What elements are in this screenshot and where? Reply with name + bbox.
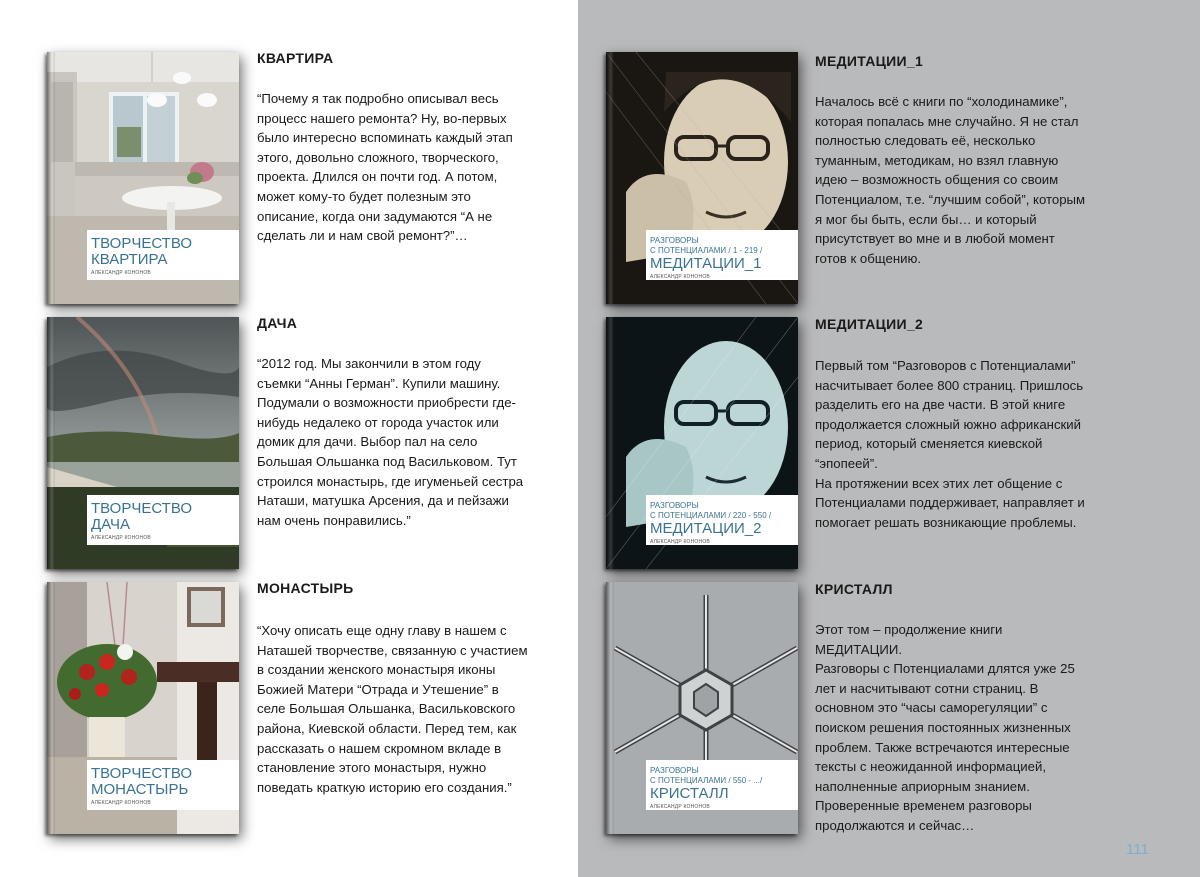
cover-series2: С ПОТЕНЦИАЛАМИ: [650, 246, 727, 255]
section-heading-kristall: КРИСТАЛЛ: [815, 581, 893, 597]
cover-line1: ТВОРЧЕСТВО: [91, 235, 193, 252]
section-text-monastyr: “Хочу описать еще одну главу в нашем с Наташей творчестве, связанную с участием в создании женского монастыря иконы Божией Матери “Отрада и Утешение” в селе Большая Ольшанка, Васильковского района, Киевской области. Перед тем, как рассказать о нашем скромном вкладе в становление этого монастыря, нужно поведать краткую историю его создания.”: [257, 623, 528, 795]
cover-range: / 1 - 219 /: [728, 246, 763, 255]
cover-line1: ТВОРЧЕСТВО: [91, 500, 193, 517]
section-heading-kvartira: КВАРТИРА: [257, 50, 334, 66]
book-cover-monastyr: [47, 582, 239, 834]
section-text-meditacii-1: Началось всё с книги по “холодинамике”, которая попалась мне случайно. Я не стал полностью следовать её, несколько туманным, методикам, но взял главную идею – возможность общения со своим Потенциалом, т.е. “лучшим собой”, которым я мог бы быть, если бы… и который присутствует во мне и в любой момент готов к общению.: [815, 94, 1086, 266]
cover-author: АЛЕКСАНДР КОНОНОВ: [91, 800, 151, 806]
cover-series1: РАЗГОВОРЫ: [650, 236, 699, 245]
section-text-kvartira: “Почему я так подробно описывал весь процесс нашего ремонта? Ну, во-первых было интересно вспоминать каждый этап этого, довольно сложного, творческого, проекта. Длился он почти год. А потом, может кому-то будет полезным это описание, когда они задумаются “А не сделать ли и нам свой ремонт?”…: [257, 91, 513, 244]
cover-author: АЛЕКСАНДР КОНОНОВ: [91, 270, 151, 276]
section-heading-monastyr: МОНАСТЫРЬ: [257, 580, 354, 596]
section-heading-meditacii-1: МЕДИТАЦИИ_1: [815, 53, 924, 69]
cover-line2: КВАРТИРА: [91, 251, 168, 268]
cover-title: КРИСТАЛЛ: [650, 785, 729, 802]
section-text-meditacii-2: Первый том “Разговоров с Потенциалами” насчитывает более 800 страниц. Пришлось разделить его на две части. В этой книге продолжается сложный южно африканский период, который сменяется киевской “эпопеей”. На протяжении всех этих лет общение с Потенциалами поддерживает, направляет и помогает решать возникающие проблемы.: [815, 358, 1085, 530]
cover-line1: ТВОРЧЕСТВО: [91, 765, 193, 782]
section-text-kristall: Этот том – продолжение книги МЕДИТАЦИИ. Разговоры с Потенциалами длятся уже 25 лет и насчитывают сотни страниц. В основном это “часы саморегуляции” с поиском решения постоянных жизненных проблем. Также встречаются интересные тексты с неожиданной информацией, наполненные априорным знанием. Проверенные временем разговоры продолжаются и сейчас…: [815, 622, 1075, 833]
section-heading-dacha: ДАЧА: [257, 315, 298, 331]
cover-series2: С ПОТЕНЦИАЛАМИ: [650, 511, 727, 520]
section-text-dacha: “2012 год. Мы закончили в этом году съемки “Анны Герман”. Купили машину. Подумали о возможности приобрести где- нибудь недалеко от города участок или домик для дачи. Выбор пал на село Большая Ольшанка под Васильковом. Тут строился монастырь, где игуменьей сестра Наташи, матушка Арсения, да и пейзажи нам очень понравились.”: [257, 356, 524, 528]
section-heading-meditacii-2: МЕДИТАЦИИ_2: [815, 316, 924, 332]
cover-author: АЛЕКСАНДР КОНОНОВ: [650, 804, 710, 810]
cover-series2: С ПОТЕНЦИАЛАМИ: [650, 776, 727, 785]
book-cover-kristall: [606, 582, 798, 834]
book-cover-meditacii-2: [606, 317, 798, 569]
cover-label: [646, 230, 798, 280]
cover-author: АЛЕКСАНДР КОНОНОВ: [650, 274, 710, 280]
cover-title: МЕДИТАЦИИ_2: [650, 520, 762, 537]
cover-title: МЕДИТАЦИИ_1: [650, 255, 762, 272]
cover-label: [87, 495, 239, 545]
cover-range: / 550 - .../: [728, 776, 763, 785]
cover-label: [87, 760, 239, 810]
cover-line2: ДАЧА: [91, 516, 130, 533]
cover-series1: РАЗГОВОРЫ: [650, 766, 699, 775]
cover-series1: РАЗГОВОРЫ: [650, 501, 699, 510]
cover-line2: МОНАСТЫРЬ: [91, 781, 189, 798]
book-cover-meditacii-1: [606, 52, 798, 304]
cover-range: / 220 - 550 /: [728, 511, 772, 520]
cover-author: АЛЕКСАНДР КОНОНОВ: [91, 535, 151, 541]
cover-author: АЛЕКСАНДР КОНОНОВ: [650, 539, 710, 545]
book-cover-dacha: [47, 317, 239, 569]
cover-label: [87, 230, 239, 280]
cover-label: [646, 495, 798, 545]
cover-label: [646, 760, 798, 810]
page-number: 111: [1126, 841, 1149, 858]
book-cover-kvartira: [47, 52, 239, 304]
